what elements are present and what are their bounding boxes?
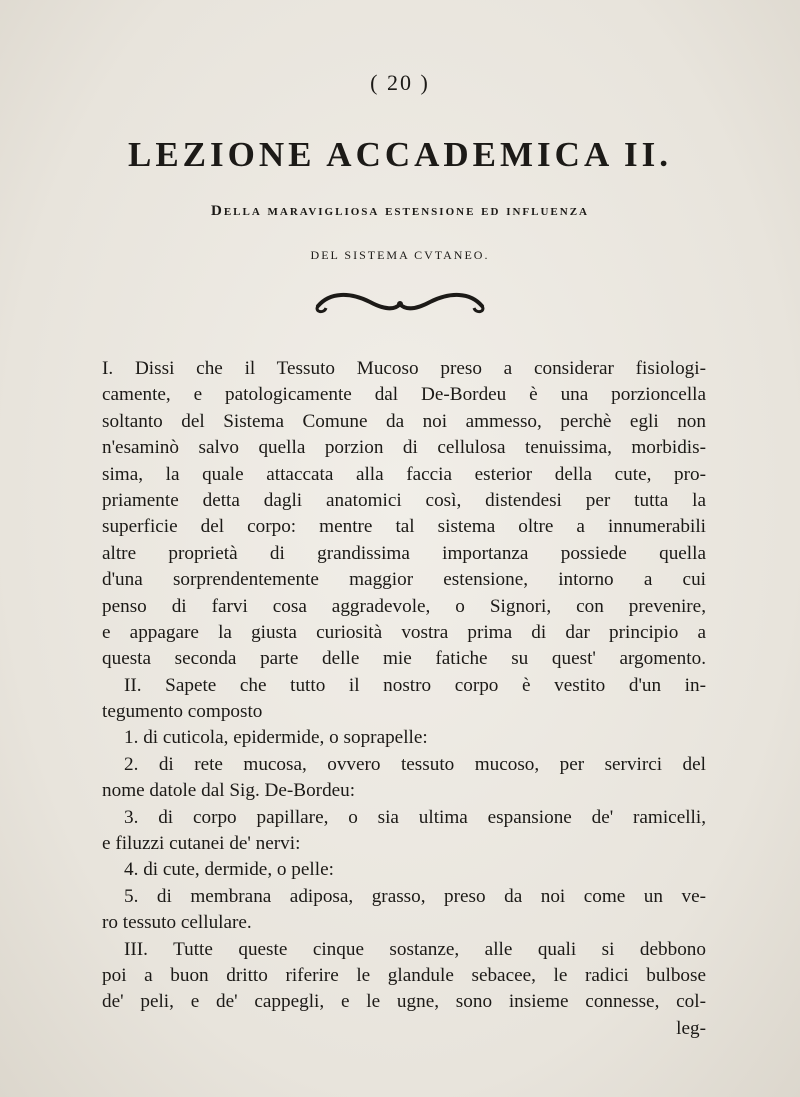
list-item: 5. di membrana adiposa, grasso, preso da noi come un ve- — [124, 885, 706, 907]
chapter-subtitle-line2: DEL SISTEMA CVTANEO. — [310, 248, 490, 262]
text-line: camente, e patologicamente dal De-Bordeu è una porzioncella — [102, 384, 706, 406]
list-item: 1. di cuticola, epidermide, o soprapelle: — [124, 727, 428, 749]
text-line: tegumento composto — [102, 701, 263, 723]
page-number: ( 20 ) — [370, 70, 430, 95]
chapter-subtitle: Della maravigliosa estensione ed influenza — [211, 203, 589, 219]
body-text — [102, 356, 706, 1042]
list-item: 2. di rete mucosa, ovvero tessuto mucoso, per servirci del — [124, 753, 706, 775]
scroll-flourish-icon — [310, 288, 490, 318]
text-line: I. Dissi che il Tessuto Mucoso preso a considerar fisiologi- — [102, 358, 706, 379]
text-line: e appagare la giusta curiosità vostra prima di dar principio a — [102, 621, 706, 643]
text-line: III. Tutte queste cinque sostanze, alle quali si debbono — [124, 938, 706, 960]
list-item: 3. di corpo papillare, o sia ultima espansione de' ramicelli, — [124, 806, 706, 828]
chapter-title: LEZIONE ACCADEMICA II. — [127, 135, 673, 174]
text-line: questa seconda parte delle mie fatiche su quest' argomento. — [102, 648, 706, 670]
text-line: poi a buon dritto riferire le glandule sebacee, le radici bulbose — [102, 964, 706, 986]
catchword: leg- — [676, 1017, 706, 1039]
text-line: penso di farvi cosa aggradevole, o Signori, con prevenire, — [102, 595, 706, 617]
text-line: sima, la quale attaccata alla faccia esterior della cute, pro- — [102, 463, 706, 485]
text-line: superficie del corpo: mentre tal sistema oltre a innumerabili — [102, 516, 706, 538]
text-line: priamente detta dagli anatomici così, distendesi per tutta la — [102, 489, 706, 511]
text-line: ro tessuto cellulare. — [102, 912, 252, 934]
text-line: d'una sorprendentemente maggior estensione, intorno a cui — [102, 569, 706, 591]
text-line: altre proprietà di grandissima importanza possiede quella — [102, 542, 706, 564]
text-line: e filuzzi cutanei de' nervi: — [102, 833, 301, 855]
text-line: II. Sapete che tutto il nostro corpo è vestito d'un in- — [124, 674, 706, 696]
text-line: de' peli, e de' cappegli, e le ugne, sono insieme connesse, col- — [102, 991, 706, 1013]
text-line: nome datole dal Sig. De-Bordeu: — [102, 780, 356, 802]
text-line: n'esaminò salvo quella porzion di cellulosa tenuissima, morbidis- — [102, 437, 706, 459]
text-line: soltanto del Sistema Comune da noi ammesso, perchè egli non — [102, 410, 706, 432]
list-item: 4. di cute, dermide, o pelle: — [124, 859, 334, 881]
